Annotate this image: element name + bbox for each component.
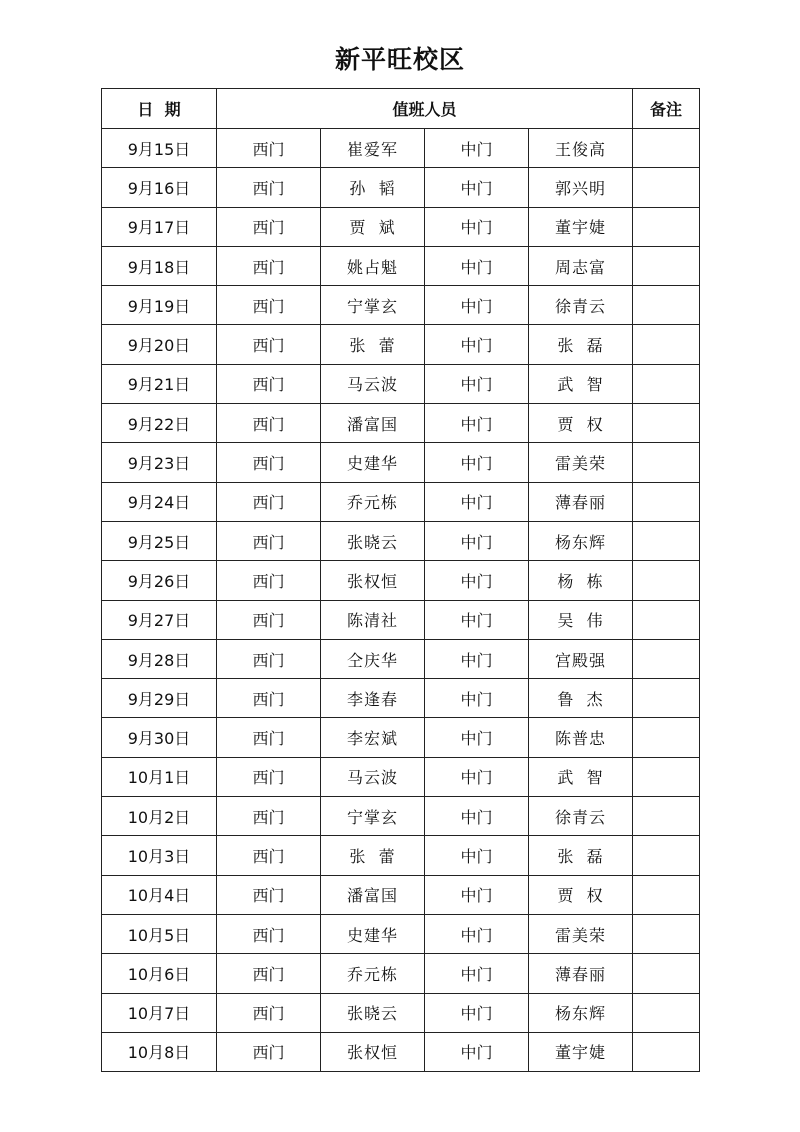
remark-cell	[633, 325, 700, 364]
table-row	[102, 246, 700, 285]
table-row	[102, 639, 700, 678]
gate-cell: 中门	[425, 443, 529, 482]
gate-cell: 西门	[217, 561, 321, 600]
gate-cell: 中门	[425, 246, 529, 285]
remark-cell	[633, 168, 700, 207]
header-staff: 值班人员	[217, 89, 633, 129]
table-row	[102, 993, 700, 1032]
person-cell: 武 智	[529, 757, 633, 796]
remark-cell	[633, 875, 700, 914]
table-row	[102, 443, 700, 482]
date-cell: 9月28日	[102, 639, 217, 678]
gate-cell: 中门	[425, 875, 529, 914]
date-cell: 10月2日	[102, 797, 217, 836]
remark-cell	[633, 482, 700, 521]
person-cell: 杨东辉	[529, 521, 633, 560]
date-cell: 10月1日	[102, 757, 217, 796]
person-cell: 徐青云	[529, 797, 633, 836]
date-cell: 9月20日	[102, 325, 217, 364]
person-cell: 马云波	[321, 757, 425, 796]
date-cell: 10月5日	[102, 914, 217, 953]
remark-cell	[633, 443, 700, 482]
table-row	[102, 482, 700, 521]
remark-cell	[633, 129, 700, 168]
gate-cell: 西门	[217, 914, 321, 953]
person-cell: 乔元栋	[321, 954, 425, 993]
person-cell: 李逢春	[321, 679, 425, 718]
person-cell: 张 磊	[529, 836, 633, 875]
person-cell: 雷美荣	[529, 443, 633, 482]
gate-cell: 西门	[217, 521, 321, 560]
person-cell: 吴 伟	[529, 600, 633, 639]
table-row	[102, 561, 700, 600]
person-cell: 张晓云	[321, 993, 425, 1032]
person-cell: 潘富国	[321, 875, 425, 914]
gate-cell: 中门	[425, 286, 529, 325]
person-cell: 仝庆华	[321, 639, 425, 678]
remark-cell	[633, 954, 700, 993]
person-cell: 贾 权	[529, 875, 633, 914]
remark-cell	[633, 1032, 700, 1071]
gate-cell: 西门	[217, 325, 321, 364]
person-cell: 李宏斌	[321, 718, 425, 757]
gate-cell: 西门	[217, 600, 321, 639]
remark-cell	[633, 718, 700, 757]
date-cell: 9月15日	[102, 129, 217, 168]
gate-cell: 中门	[425, 836, 529, 875]
date-cell: 9月25日	[102, 521, 217, 560]
gate-cell: 中门	[425, 757, 529, 796]
gate-cell: 西门	[217, 286, 321, 325]
gate-cell: 中门	[425, 639, 529, 678]
gate-cell: 西门	[217, 757, 321, 796]
duty-roster-table	[101, 88, 700, 1072]
gate-cell: 中门	[425, 561, 529, 600]
remark-cell	[633, 797, 700, 836]
remark-cell	[633, 836, 700, 875]
table-row	[102, 875, 700, 914]
date-cell: 9月24日	[102, 482, 217, 521]
person-cell: 杨东辉	[529, 993, 633, 1032]
gate-cell: 中门	[425, 207, 529, 246]
date-cell: 10月8日	[102, 1032, 217, 1071]
remark-cell	[633, 364, 700, 403]
gate-cell: 中门	[425, 168, 529, 207]
table-row	[102, 757, 700, 796]
person-cell: 周志富	[529, 246, 633, 285]
remark-cell	[633, 286, 700, 325]
date-cell: 9月16日	[102, 168, 217, 207]
person-cell: 薄春丽	[529, 482, 633, 521]
remark-cell	[633, 600, 700, 639]
gate-cell: 中门	[425, 364, 529, 403]
document-title: 新平旺校区	[334, 45, 465, 74]
person-cell: 鲁 杰	[529, 679, 633, 718]
date-cell: 9月26日	[102, 561, 217, 600]
person-cell: 宁掌玄	[321, 286, 425, 325]
remark-cell	[633, 679, 700, 718]
date-cell: 10月4日	[102, 875, 217, 914]
person-cell: 宁掌玄	[321, 797, 425, 836]
table-row	[102, 679, 700, 718]
person-cell: 孙 韬	[321, 168, 425, 207]
person-cell: 姚占魁	[321, 246, 425, 285]
gate-cell: 西门	[217, 364, 321, 403]
table-row	[102, 404, 700, 443]
person-cell: 马云波	[321, 364, 425, 403]
table-row	[102, 600, 700, 639]
gate-cell: 西门	[217, 718, 321, 757]
person-cell: 董宇婕	[529, 1032, 633, 1071]
date-cell: 10月3日	[102, 836, 217, 875]
person-cell: 崔爱军	[321, 129, 425, 168]
gate-cell: 中门	[425, 521, 529, 560]
table-row	[102, 1032, 700, 1071]
date-cell: 9月29日	[102, 679, 217, 718]
person-cell: 张权恒	[321, 561, 425, 600]
person-cell: 武 智	[529, 364, 633, 403]
gate-cell: 西门	[217, 836, 321, 875]
person-cell: 贾 斌	[321, 207, 425, 246]
gate-cell: 西门	[217, 246, 321, 285]
table-row	[102, 836, 700, 875]
person-cell: 史建华	[321, 914, 425, 953]
date-cell: 9月18日	[102, 246, 217, 285]
remark-cell	[633, 521, 700, 560]
gate-cell: 西门	[217, 1032, 321, 1071]
gate-cell: 西门	[217, 993, 321, 1032]
remark-cell	[633, 993, 700, 1032]
date-cell: 9月17日	[102, 207, 217, 246]
date-cell: 9月19日	[102, 286, 217, 325]
gate-cell: 中门	[425, 129, 529, 168]
date-cell: 9月30日	[102, 718, 217, 757]
gate-cell: 西门	[217, 954, 321, 993]
gate-cell: 西门	[217, 639, 321, 678]
gate-cell: 西门	[217, 404, 321, 443]
person-cell: 董宇婕	[529, 207, 633, 246]
remark-cell	[633, 914, 700, 953]
person-cell: 张 蕾	[321, 325, 425, 364]
gate-cell: 中门	[425, 914, 529, 953]
gate-cell: 西门	[217, 129, 321, 168]
gate-cell: 中门	[425, 1032, 529, 1071]
person-cell: 雷美荣	[529, 914, 633, 953]
person-cell: 张晓云	[321, 521, 425, 560]
person-cell: 郭兴明	[529, 168, 633, 207]
gate-cell: 西门	[217, 679, 321, 718]
gate-cell: 中门	[425, 797, 529, 836]
gate-cell: 中门	[425, 600, 529, 639]
date-cell: 9月21日	[102, 364, 217, 403]
gate-cell: 中门	[425, 993, 529, 1032]
person-cell: 张 磊	[529, 325, 633, 364]
table-row	[102, 954, 700, 993]
person-cell: 张权恒	[321, 1032, 425, 1071]
remark-cell	[633, 757, 700, 796]
table-row	[102, 797, 700, 836]
date-cell: 9月23日	[102, 443, 217, 482]
gate-cell: 西门	[217, 875, 321, 914]
gate-cell: 中门	[425, 404, 529, 443]
roster-body	[102, 89, 700, 1072]
gate-cell: 西门	[217, 443, 321, 482]
gate-cell: 中门	[425, 718, 529, 757]
table-row	[102, 521, 700, 560]
person-cell: 陈普忠	[529, 718, 633, 757]
person-cell: 乔元栋	[321, 482, 425, 521]
table-header-row	[102, 89, 700, 129]
header-remarks: 备注	[633, 89, 700, 129]
person-cell: 陈清社	[321, 600, 425, 639]
date-cell: 10月6日	[102, 954, 217, 993]
table-row	[102, 325, 700, 364]
person-cell: 薄春丽	[529, 954, 633, 993]
gate-cell: 中门	[425, 679, 529, 718]
person-cell: 贾 权	[529, 404, 633, 443]
remark-cell	[633, 561, 700, 600]
table-row	[102, 914, 700, 953]
remark-cell	[633, 639, 700, 678]
person-cell: 宫殿强	[529, 639, 633, 678]
gate-cell: 中门	[425, 325, 529, 364]
remark-cell	[633, 404, 700, 443]
gate-cell: 西门	[217, 482, 321, 521]
remark-cell	[633, 207, 700, 246]
table-row	[102, 207, 700, 246]
header-date: 日 期	[102, 89, 217, 129]
gate-cell: 西门	[217, 168, 321, 207]
person-cell: 潘富国	[321, 404, 425, 443]
date-cell: 10月7日	[102, 993, 217, 1032]
person-cell: 杨 栋	[529, 561, 633, 600]
remark-cell	[633, 246, 700, 285]
date-cell: 9月22日	[102, 404, 217, 443]
table-row	[102, 168, 700, 207]
person-cell: 张 蕾	[321, 836, 425, 875]
person-cell: 徐青云	[529, 286, 633, 325]
gate-cell: 中门	[425, 482, 529, 521]
table-row	[102, 129, 700, 168]
person-cell: 史建华	[321, 443, 425, 482]
gate-cell: 西门	[217, 207, 321, 246]
table-row	[102, 286, 700, 325]
person-cell: 王俊高	[529, 129, 633, 168]
gate-cell: 西门	[217, 797, 321, 836]
date-cell: 9月27日	[102, 600, 217, 639]
table-row	[102, 718, 700, 757]
table-row	[102, 364, 700, 403]
gate-cell: 中门	[425, 954, 529, 993]
